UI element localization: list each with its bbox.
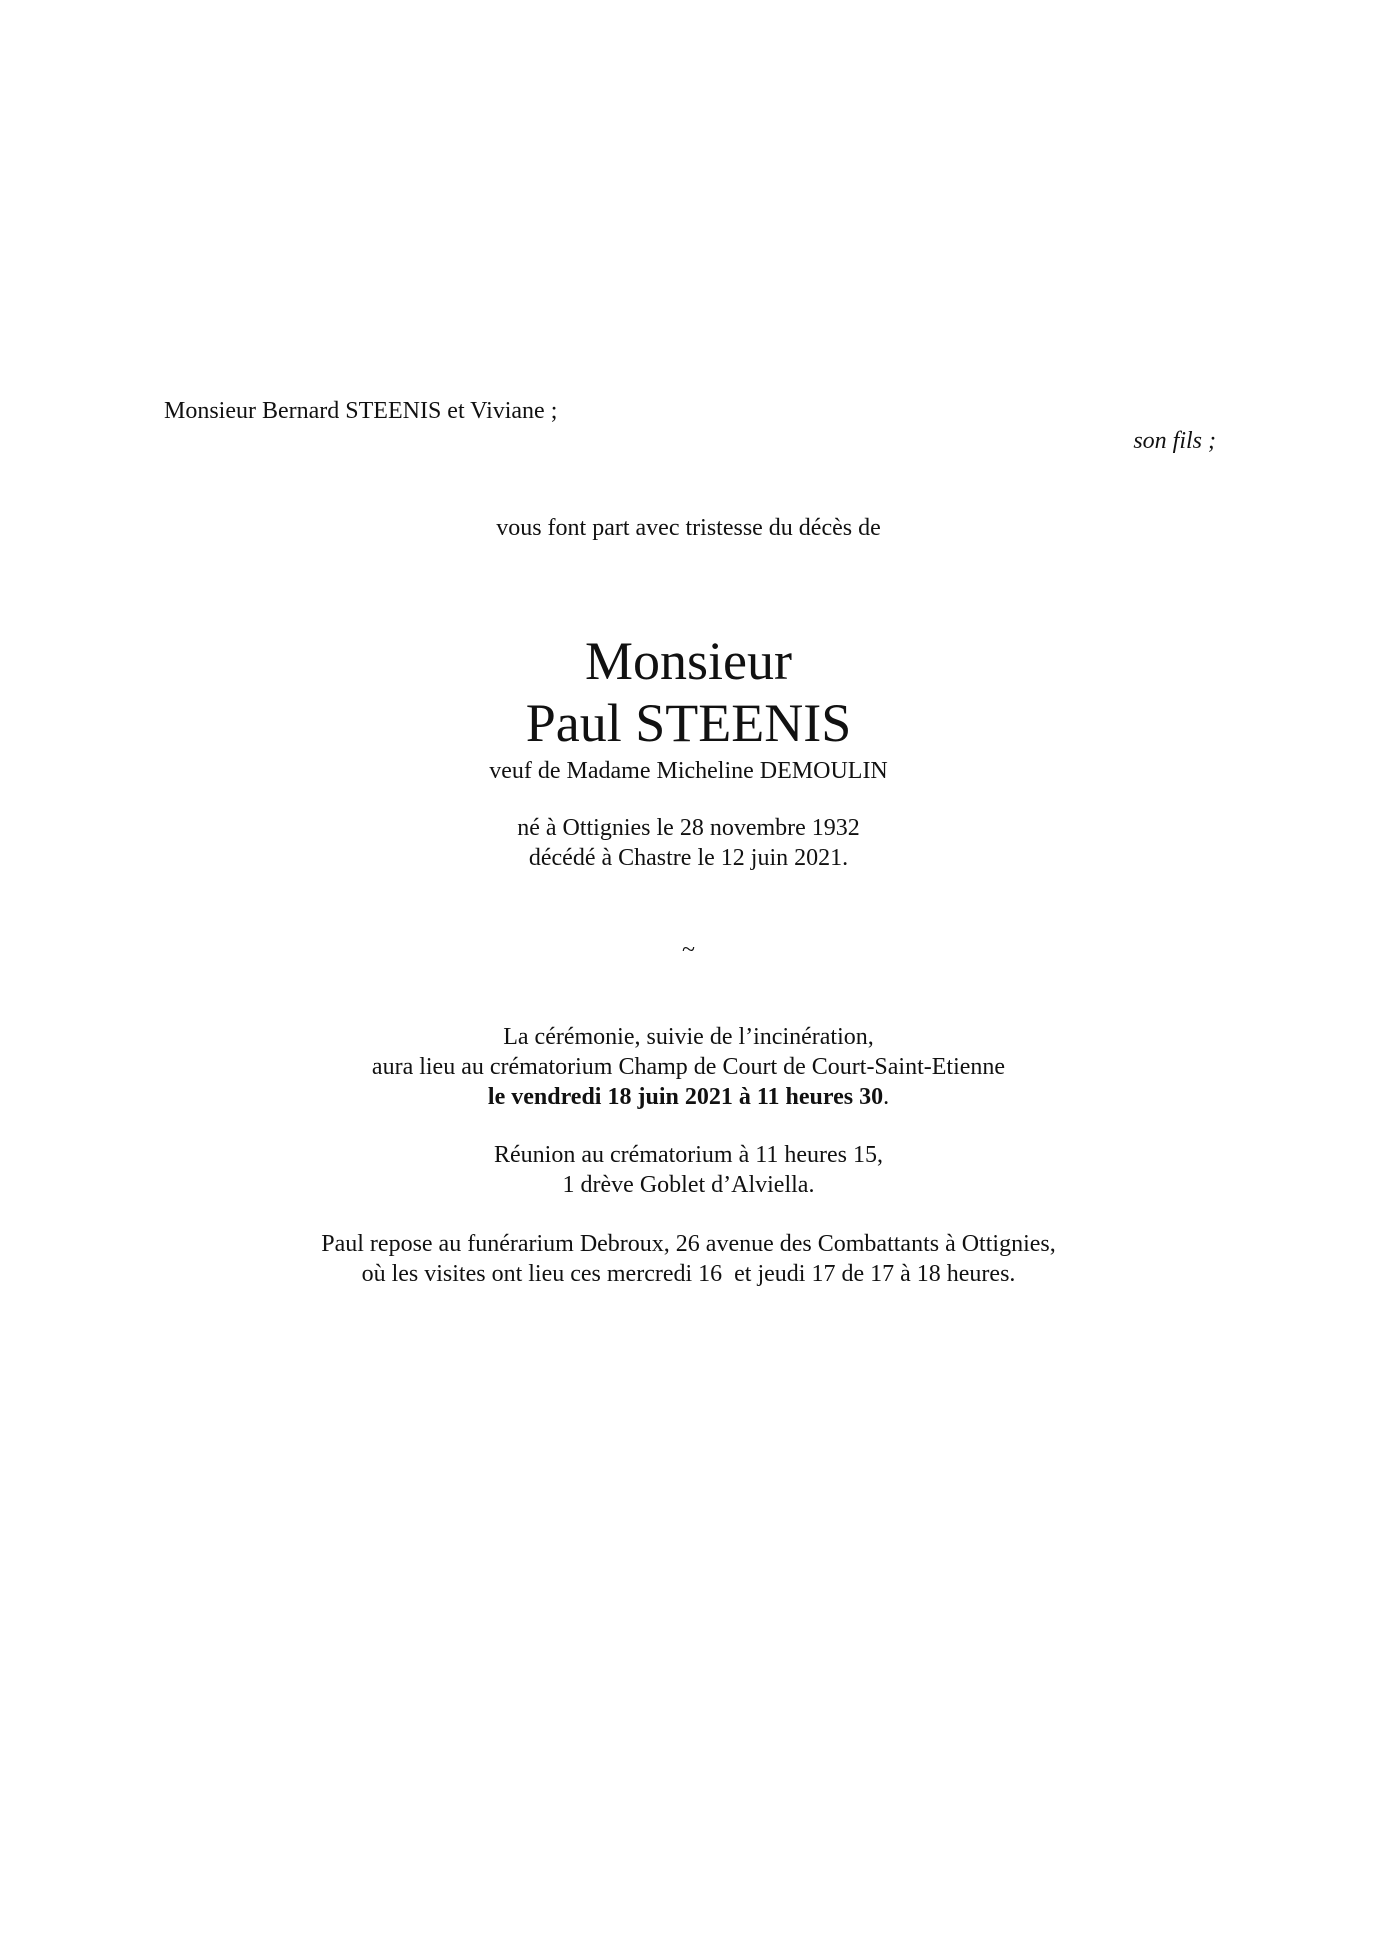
meeting-line-1: Réunion au crématorium à 11 heures 15,	[494, 1142, 883, 1168]
ceremony-date-line	[0, 1082, 1377, 1112]
separator-tilde: ~	[682, 937, 695, 963]
deceased-title: Monsieur	[585, 631, 792, 691]
ceremony-date: le vendredi 18 juin 2021 à 11 heures 30	[487, 1084, 884, 1110]
ceremony-date-suffix: .	[883, 1084, 890, 1110]
visits-line-1: Paul repose au funérarium Debroux, 26 avenue des Combattants à Ottignies,	[321, 1231, 1056, 1257]
birth-line: né à Ottignies le 28 novembre 1932	[517, 815, 860, 841]
ceremony-line-1: La cérémonie, suivie de l’incinération,	[503, 1024, 874, 1050]
deceased-name: Paul STEENIS	[525, 693, 852, 753]
family-name-line: Monsieur Bernard STEENIS et Viviane ;	[164, 398, 558, 424]
death-line: décédé à Chastre le 12 juin 2021.	[528, 845, 849, 871]
visits-line-2: où les visites ont lieu ces mercredi 16 et jeudi 17 de 17 à 18 heures.	[361, 1261, 1016, 1287]
widower-line: veuf de Madame Micheline DEMOULIN	[489, 758, 888, 784]
meeting-line-2: 1 drève Goblet d’Alviella.	[562, 1172, 815, 1198]
family-relation: son fils ;	[1133, 428, 1216, 454]
ceremony-line-2: aura lieu au crématorium Champ de Court de Court-Saint-Etienne	[371, 1054, 1006, 1080]
announcement-text: vous font part avec tristesse du décès de	[496, 515, 881, 541]
